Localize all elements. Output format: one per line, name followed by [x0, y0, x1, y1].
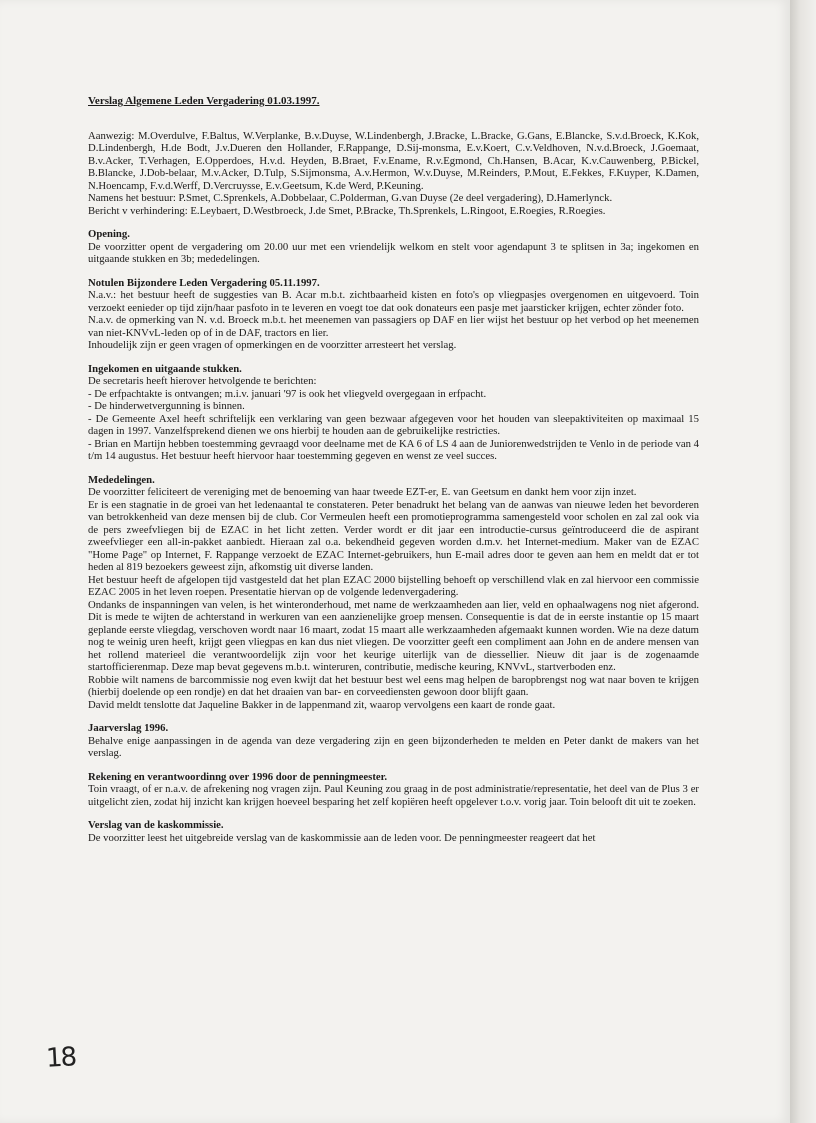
page-edge: [790, 0, 816, 1123]
attendance-board: Namens het bestuur: P.Smet, C.Sprenkels, A.Dobbelaar, C.Polderman, G.van Duyse (2e deel vergadering), D.Hamerlynck.: [88, 192, 613, 204]
paragraph: - De hinderwetvergunning is binnen.: [88, 400, 245, 412]
paragraph: De voorzitter leest het uitgebreide verslag van de kaskommissie aan de leden voor. De penningmeester reageert dat het: [88, 831, 596, 844]
paragraph: - De Gemeente Axel heeft schriftelijk een verklaring van geen bezwaar afgegeven voor het houden van sleepaktiviteiten op maximaal 15 dagen in 1997. Vanzelfsprekend dienen we ons hierbij te houden aan de gebruikelijke restricties.: [88, 412, 699, 437]
paragraph: De secretaris heeft hierover hetvolgende te berichten:: [88, 375, 317, 387]
section-annual-report: [88, 722, 699, 760]
paragraph: N.a.v.: het bestuur heeft de suggesties van B. Acar m.b.t. zichtbaarheid kisten en foto's op vliegpasjes overgenomen en uitgevoerd. Toin verzoekt eenieder op tijd zijn/haar pasfoto in te leveren en voegt toe dat ook donateurs een pasje met jaarsticker krijgen, echter zönder foto.: [88, 289, 699, 314]
paragraph: Robbie wilt namens de barcommissie nog even kwijt dat het bestuur best wel eens mag helpen de baropbrengst nog wat naar boven te krijgen (hierbij doelende op een rondje) en dat het draaien van bar- en corveediensten gewoon door blijft gaan.: [88, 673, 699, 698]
paragraph: Behalve enige aanpassingen in de agenda van deze vergadering zijn en geen bijzonderheden te melden en Peter dankt de makers van het verslag.: [88, 734, 699, 759]
paragraph: Er is een stagnatie in de groei van het ledenaantal te constateren. Peter benadrukt het belang van de aanwas van nieuwe leden het bevorderen van betrokkenheid van deze mensen bij de club. Cor Vermeulen heeft een promotieprogramma samengesteld voor scholen en zal zal ook via de pers zweefvliegen bij de EZAC in het licht zetten. Verder wordt er dit jaar een introductie-cursus geïntroduceerd die de aspirant zweefvlieger een all-in-pakket aanbiedt. Hieraan zal o.a. bekendheid gegeven worden d.m.v. het Internet-medium. Maker van de EZAC "Home Page" op Internet, F. Rappange verzoekt de EZAC Internet-gebruikers, hun E-mail adres door te geven aan hem en meldt dat er tot heden al 819 bezoekers geweest zijn, afkomstig uit diverse landen.: [88, 498, 699, 573]
section-accounts: [88, 771, 699, 809]
attendance-block: [88, 130, 699, 218]
section-minutes: [88, 277, 699, 352]
paragraph: David meldt tenslotte dat Jaqueline Bakker in de lappenmand zit, waarop vervolgens een kaart de ronde gaat.: [88, 698, 556, 711]
paragraph: De voorzitter opent de vergadering om 20.00 uur met een vriendelijk welkom en stelt voor agendapunt 3 te splitsen in 3a; ingekomen en uitgaande stukken en 3b; mededelingen.: [88, 240, 699, 265]
paragraph: Het bestuur heeft de afgelopen tijd vastgesteld dat het plan EZAC 2000 bijstelling behoeft op verschillend vlak en zal hiervoor een commissie EZAC 2005 in het leven roepen. Presentatie hiervan op de volgende ledenvergadering.: [88, 573, 699, 598]
paragraph: N.a.v. de opmerking van N. v.d. Broeck m.b.t. het meenemen van passagiers op DAF en lier wijst het bestuur op het verbod op het meenemen van niet-KNVvL-leden op of in de DAF, tractors en lier.: [88, 314, 699, 339]
section-announcements: [88, 474, 699, 712]
section-heading: Verslag van de kaskommissie.: [88, 819, 224, 831]
section-opening: [88, 228, 699, 266]
paragraph: - De erfpachtakte is ontvangen; m.i.v. januari '97 is ook het vliegveld overgegaan in erfpacht.: [88, 387, 487, 400]
section-heading: Opening.: [88, 228, 130, 240]
section-heading: Jaarverslag 1996.: [88, 722, 169, 734]
paragraph: - Brian en Martijn hebben toestemming gevraagd voor deelname met de KA 6 of LS 4 aan de Juniorenwedstrijden te Venlo in de periode van 4 t/m 14 augustus. Het bestuur heeft hiervoor haar toestemming gegeven en wenst ze veel succes.: [88, 437, 699, 462]
paragraph: Inhoudelijk zijn er geen vragen of opmerkingen en de voorzitter arresteert het verslag.: [88, 339, 457, 351]
section-heading: Ingekomen en uitgaande stukken.: [88, 362, 242, 375]
attendance-absent: Bericht v verhindering: E.Leybaert, D.Westbroeck, J.de Smet, P.Bracke, Th.Sprenkels, L.Ringoot, E.Roegies, R.Roegies.: [88, 204, 606, 217]
section-heading: Rekening en verantwoordinng over 1996 door de penningmeester.: [88, 770, 388, 783]
section-audit-committee: [88, 819, 699, 844]
page-number: 18: [45, 1042, 76, 1074]
section-correspondence: [88, 363, 699, 463]
report-body: [88, 95, 699, 855]
paragraph: De voorzitter feliciteert de vereniging met de benoeming van haar tweede EZT-er, E. van Geetsum en dankt hem voor zijn inzet.: [88, 486, 637, 498]
paragraph: Toin vraagt, of er n.a.v. de afrekening nog vragen zijn. Paul Keuning zou graag in de post administratie/representatie, het deel van de Plus 3 er uitgelicht zien, zodat hij inzicht kan krijgen hoeveel besparing het zelf kopiëren heeft opgelever t.o.v. vorig jaar. Toin belooft dit uit te zoeken.: [88, 783, 699, 808]
paragraph: Ondanks de inspanningen van velen, is het winteronderhoud, met name de werkzaamheden aan lier, veld en ophaalwagens nog niet afgerond. Dit is mede te wijten de achterstand in werkuren van een aanzienelijke groep mensen. Consequentie is dat de in eerste instantie op 15 maart geplande eerste vliegdag, verschoven wordt naar 16 maart, zodat 15 maart alle werkzaamheden afgemaakt kunnen worden. Wie na deze datum nog te weinig uren heeft, krijgt geen vliegpas en kan dus niet vliegen. De voorzitter geeft een compliment aan John en de andere mensen van het rollend materieel die verantwoordelijk zijn voor het keurige uiterlijk van de diessellier. Nieuw dit jaar is de zogenaamde startofficierenmap. Deze map bevat gegevens m.b.t. winteruren, contributie, medische keuring, KNVvL, startverboden enz.: [88, 598, 699, 673]
section-heading: Notulen Bijzondere Leden Vergadering 05.11.1997.: [88, 276, 320, 289]
attendance-present: Aanwezig: M.Overdulve, F.Baltus, W.Verplanke, B.v.Duyse, W.Lindenbergh, J.Bracke, L.Bracke, G.Gans, E.Blancke, S.v.d.Broeck, K.Kok, D.Lindenbergh, H.de Bodt, J.v.Dueren den Hollander, F.Rappange, D.Sij-monsma, E.v.Koert, C.v.Veldhoven, N.v.d.Broeck, J.Goemaat, B.v.Acker, T.Verhagen, E.Opperdoes, H.v.d. Heyden, B.Braet, F.v.Ename, R.v.Egmond, Ch.Hansen, B.Acar, K.v.Cauwenberg, P.Bickel, B.Blancke, J.Dob-belaar, M.v.Acker, D.Tulp, S.Sijmonsma, A.v.Hermon, W.v.Duyse, M.Reinders, P.Mout, E.Fekkes, F.Kuyper, K.Damen, N.Hoencamp, F.v.d.Werff, D.Vercruysse, E.v.Geetsum, K.de Werd, P.Keuning.: [88, 129, 699, 192]
report-title: Verslag Algemene Leden Vergadering 01.03.1997.: [88, 95, 320, 107]
section-heading: Mededelingen.: [88, 473, 155, 486]
